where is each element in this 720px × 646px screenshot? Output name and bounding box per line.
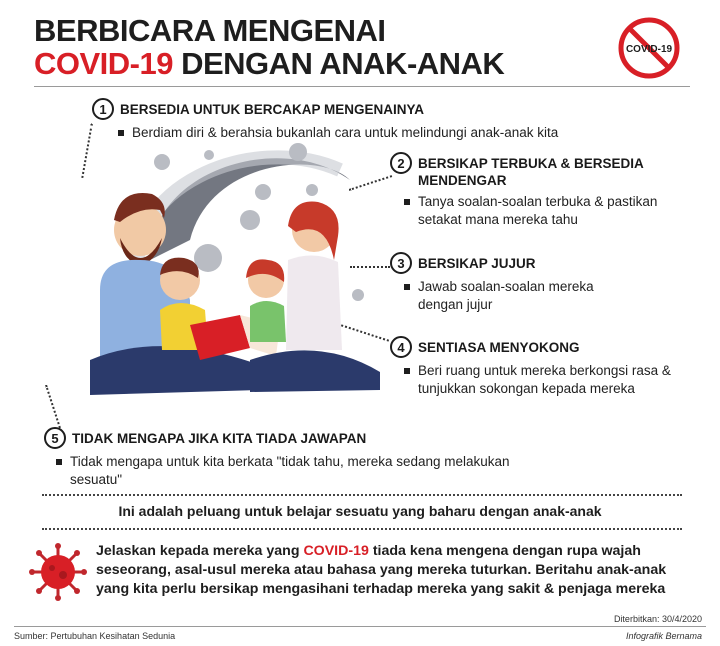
bullet-icon <box>404 199 410 205</box>
no-covid-icon <box>617 16 681 80</box>
step-4-text: Beri ruang untuk mereka berkongsi rasa & tunjukkan sokongan kepada mereka <box>418 363 671 396</box>
father-legs <box>90 346 260 395</box>
bullet-icon <box>404 368 410 374</box>
source-text: Sumber: Pertubuhan Kesihatan Sedunia <box>14 631 176 641</box>
step-4-body <box>404 362 680 398</box>
step-4-header <box>390 336 690 358</box>
message-part-2: tiada kena mengena dengan rupa wajah seseorang, asal-usul mereka atau bahasa yang mereka tuturkan. Beritahu anak-anak yang kita perlu bersikap mengasihani terhadap mereka yang sakit & penjaga mereka <box>96 543 667 597</box>
virus-icon <box>28 542 88 602</box>
title-divider <box>34 86 690 87</box>
step-2-body <box>404 193 680 229</box>
page-title <box>34 14 504 80</box>
step-2 <box>390 152 690 229</box>
step-3-body <box>404 278 634 314</box>
connector-5 <box>45 385 61 428</box>
step-1 <box>92 98 652 142</box>
bullet-icon <box>118 130 124 136</box>
title-rest: DENGAN ANAK-ANAK <box>172 46 505 81</box>
title-covid: COVID-19 <box>34 46 173 81</box>
divider-top <box>42 494 682 496</box>
step-1-title: BERSEDIA UNTUK BERCAKAP MENGENAINYA <box>120 102 425 117</box>
mother-shirt <box>286 255 342 350</box>
mother-legs <box>250 350 380 392</box>
message-text <box>96 542 696 599</box>
step-2-title: BERSIKAP TERBUKA & BERSEDIA MENDENGAR <box>418 156 644 188</box>
step-2-header <box>390 152 690 189</box>
message-covid: COVID-19 <box>303 543 369 559</box>
step-5-body <box>56 453 556 489</box>
family-illustration <box>80 110 410 410</box>
message-part-1: Jelaskan kepada mereka yang <box>96 543 304 559</box>
divider-bottom <box>42 528 682 530</box>
credit-text: Infografik Bernama <box>625 631 702 641</box>
step-3-text: Jawab soalan-soalan mereka dengan jujur <box>418 279 594 312</box>
step-4-number: 4 <box>390 336 412 358</box>
step-1-header <box>92 98 652 120</box>
step-3-header <box>390 252 690 274</box>
step-5-text: Tidak mengapa untuk kita berkata "tidak tahu, mereka sedang melakukan sesuatu" <box>70 454 510 487</box>
step-5 <box>44 427 604 489</box>
step-3 <box>390 252 690 314</box>
step-2-text: Tanya soalan-soalan terbuka & pastikan setakat mana mereka tahu <box>418 194 658 227</box>
no-covid-text: COVID-19 <box>625 44 673 55</box>
footer-divider <box>14 626 706 627</box>
step-1-text: Berdiam diri & berahsia bukanlah cara untuk melindungi anak-anak kita <box>132 125 559 140</box>
girl-shirt <box>250 301 286 342</box>
connector-3 <box>350 266 390 268</box>
step-3-title: BERSIKAP JUJUR <box>418 256 536 271</box>
step-1-number: 1 <box>92 98 114 120</box>
bullet-icon <box>404 284 410 290</box>
title-line-1: BERBICARA MENGENAI <box>34 13 386 48</box>
step-1-body <box>118 124 652 142</box>
published-date: Diterbitkan: 30/4/2020 <box>613 614 702 624</box>
step-2-number: 2 <box>390 152 412 174</box>
title-line-2 <box>34 47 504 80</box>
opportunity-text: Ini adalah peluang untuk belajar sesuatu yang baharu dengan anak-anak <box>118 503 602 519</box>
step-5-title: TIDAK MENGAPA JIKA KITA TIADA JAWAPAN <box>72 431 367 446</box>
bullet-icon <box>56 459 62 465</box>
step-4-title: SENTIASA MENYOKONG <box>418 340 580 355</box>
step-5-number: 5 <box>44 427 66 449</box>
step-5-header <box>44 427 604 449</box>
step-4 <box>390 336 690 398</box>
step-3-number: 3 <box>390 252 412 274</box>
